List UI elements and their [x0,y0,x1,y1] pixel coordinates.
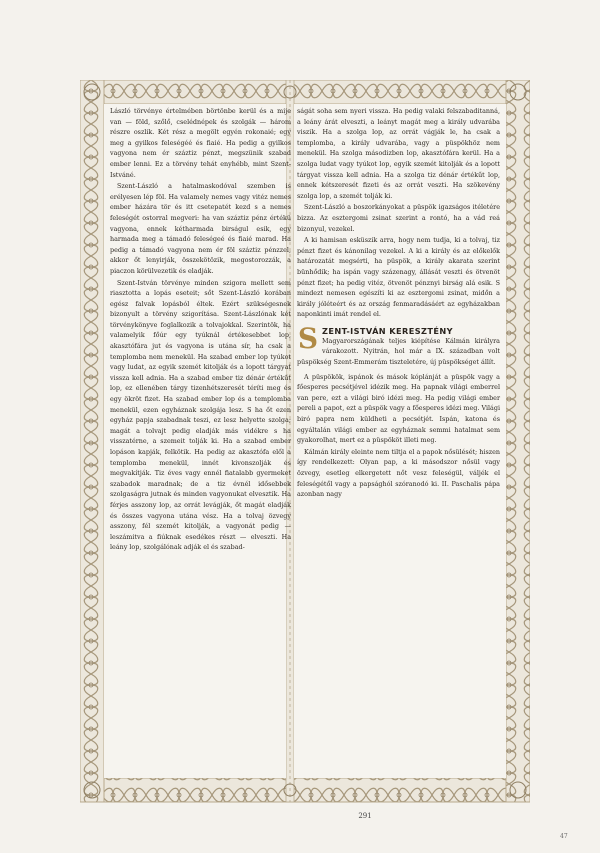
section-heading: ZENT-ISTVÁN KERESZTÉNY [322,325,453,336]
paragraph: Kálmán király eleinte nem tiltja el a papok nősülését; hiszen így rendelkezett: Olyan pap, a ki másodszor nősül vagy özvegy, esetleg elkergetett nőt vesz feleségül, váljék el feleségétől vagy a papsághól szóranodó ki. II. Paschalis pápa azonban nagy [297,447,500,499]
paragraph: Szent-László a hatalmaskodóval szemben is erélyesen lép föl. Ha valamely nemes vagy vitéz nemes ember házára tör és itt csetepatét kezd s a nemes feleségét ostorral megveri: ha van száztiz pénz értékü vagyona, ennek kétharmada birságul esik, egy harmada meg a támadó feleségeé és fiaié marad. Ha pedig a támadó vagyona nem ér föl száztiz pénzzel, akkor őt lenyirják, összekötözik, megostorozzák, a piaczon körülvezetik és eladják. [110,182,291,275]
paragraph: László törvénye értelmében börtönbe kerül és a mije van — föld, szőlő, cselédnépek és szolgák — három részre oszlik. Két rész a megölt egyén rokonaié; egy meg a gyilkos feleségéé és fiaié. Ha pedig a gyilkos vagyona nem ér száztiz pénzt, megszünik szabad ember lenni. Ez a törvény tehát enyhébb, mint Szent-Istváné. [110,107,291,179]
text-column-right [297,106,500,501]
paragraph: Magyarországának teljes kiépítése Kálmán királyra várakozott. Nyitrán, hol már a IX. században volt püspökség Szent-Emmerám tiszteletére, új püspökséget állít. [297,336,500,367]
paragraph: Szent-István törvénye minden szigora mellett sem riasztotta a lopás eseteit; sőt Szent-László korában egész falvak lopásból éltek. Ezért szükségesnek bizonyult a törvény szigorítása. Szent-Lászlónak két törvénykönyve foglalkozik a tolvajokkal. Szerintök, ha valamelyik főúr egy tyúknál értékesebbet lop, akasztófára jut és vagyona is utána sír, ha csak a templomba nem menekül. Ha szabad ember lop tyúkot vagy ludat, az egyik szemét kitolják és a lopott tárgyat vissza kell adnia. Ha a szabad ember tiz dénár értékűt lop, ez ellenében tárgy tizenhétszeresét téríti meg és egy ökröt fizet. Ha szabad ember lop és a templomba menekül, ezen egyháznak szolgája lesz. S ha őt ezen egyház papja szabadnak teszi, ez lesz helyette szolga; magát a tolvajt pedig eladják más vidékre s ha visszatérne, a szemeit tolják ki. Ha a szabad ember lopáson kapják, felkötik. Ha pedig az akasztófa elől a templomba menekül, innét kivonszolják és megvakítják. Tiz éves vagy ennél fiatalabb gyermeket szabadok maradnak; de a tiz évnél idősebbek szolgaságra jutnak és minden vagyonukat elvesztik. Ha férjes asszony lop, az orrát levágják, őt magát eladják és összes vagyona utána vész. Ha a tolvaj özvegy asszony, fél szemét kitolják, a vagyonát pedig — leszámitva a fiúknak esedékes részt — elveszti. Ha leány lop, szolgálónak adják el és szabad- [110,278,291,552]
page-number: 291 [358,812,372,820]
paragraph: A püspökök, ispánok és mások kóplánját a püspök vagy a főesperes pecsétjével idézik meg. Ha papnak világi emberrel van pere, ezt a világi biró idézi meg. Ha pedig világi ember pereli a papot, ezt a püspök vagy a főesperes idézi meg. Világi biró papra nem küldheti a pecsétjét. Ispán, katona és egyáltalán világi ember az egyháznak semmi hatalmat sem gyakorolhat, mert ez a püspököt illeti meg. [297,372,500,445]
plate-number: 47 [560,833,568,840]
drop-cap-initial: S [297,325,319,355]
paragraph: Szent-László a boszorkányokat a püspök igazságos itéletére bizza. Az esztergomi zsinat szerint a rontó, ha a vád reá bizonyul, vezekel. [297,203,500,233]
ornamental-frame [80,80,530,820]
text-column-left [110,106,291,554]
section-heading-block [297,326,500,368]
paragraph: ságát soha sem nyeri vissza. Ha pedig valaki felszabaditanná, a leány árát elveszti, a leányt magát meg a király udvarába viszik. Ha a szolga lop, az orrát vágják le, ha csak a templomba, a király udvarába, vagy a püspökhöz nem menekül. Ha szolga másodizben lop, akasztófára kerül. Ha a szolga ludat vagy tyúkot lop, egyik szemét kitolják és a lopott tárgyat vissza kell adnia. Ha a szolga tiz dénár értékűt lop, ennek kétszeresét fizeti és az orrát veszti. Ha szökevény szolga lop, a szemét tolják ki. [297,107,500,200]
paragraph: A ki hamisan esküszik arra, hogy nem tudja, ki a tolvaj, tiz pénzt fizet és kánonilag vezekel. A ki a király és az előkelők határozatát megsérti, ha püspök, a király akarata szerint bünhődik; ha ispán vagy százenagy, állását veszti és ötvenöt pénzt fizet; ha pedig vitéz, ötvenöt pénznyi birság alá esik. S mindezt nemesen egészíti ki az esztergomi zsinat, midőn a király jóléteért és az ország fenmaradásáért az egyházakban naponkinti imát rendel el. [297,236,500,319]
